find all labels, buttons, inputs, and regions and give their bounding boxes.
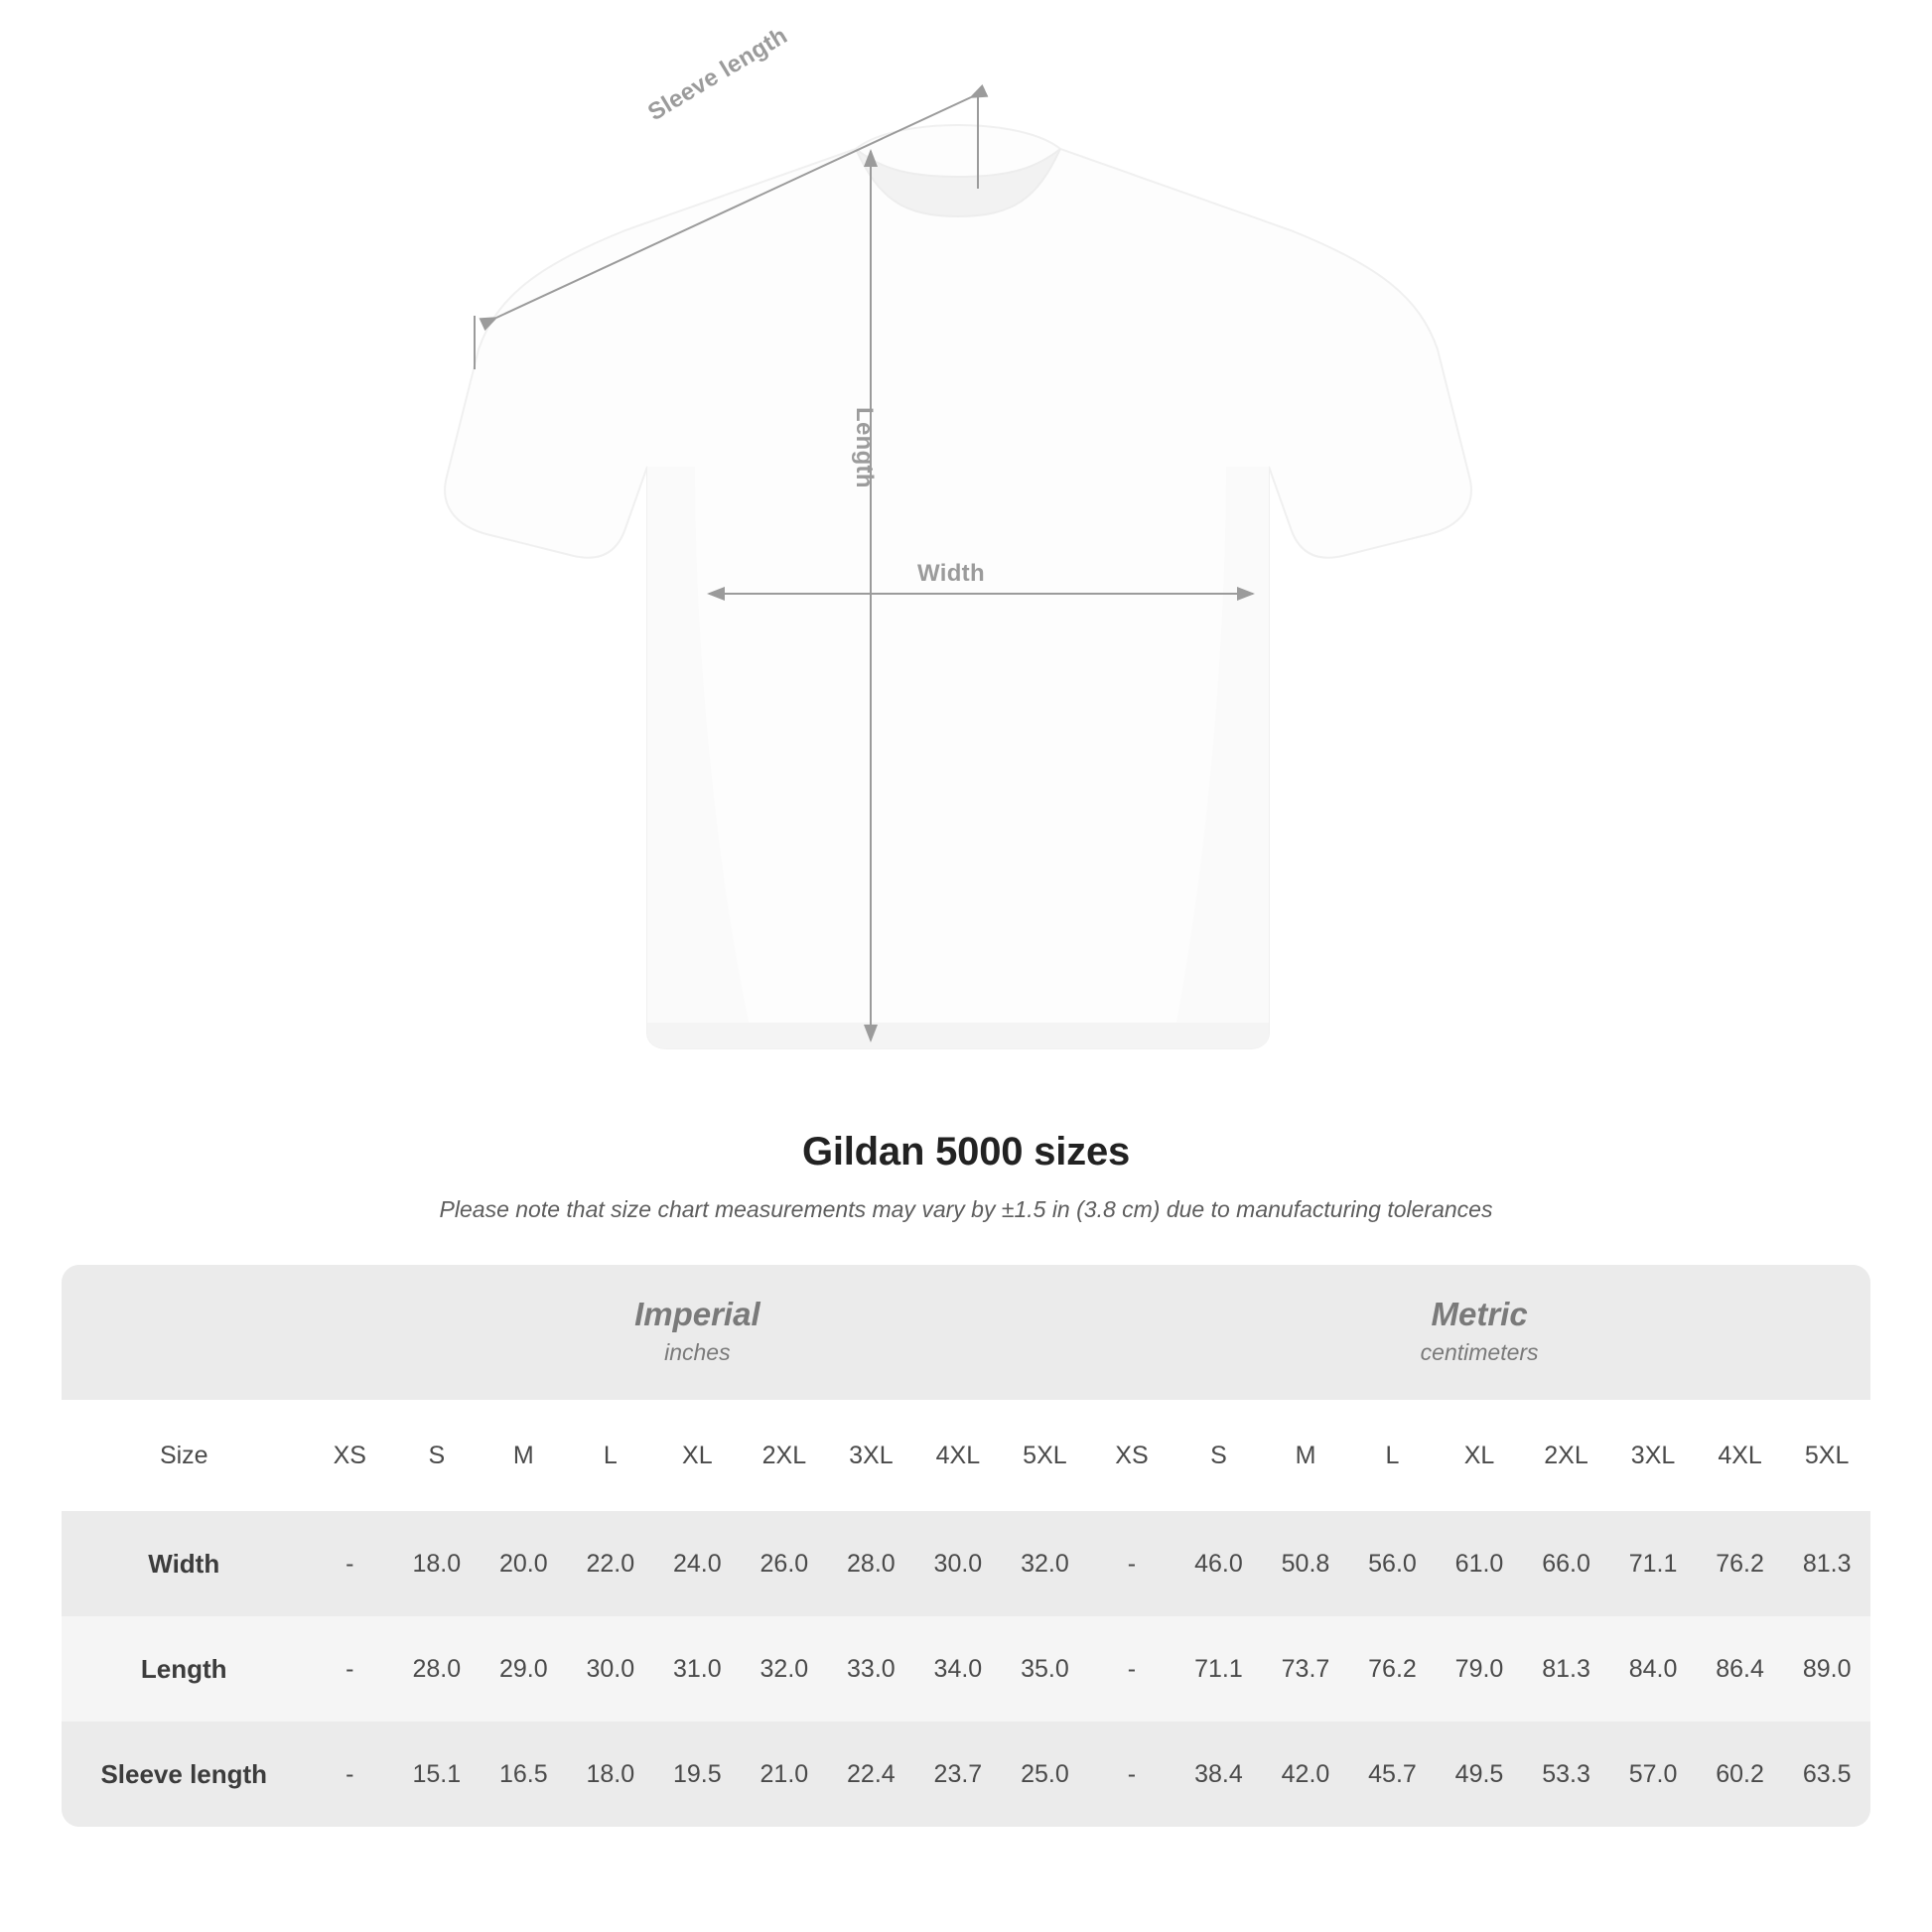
cell-width-imperial-4xl: 30.0 xyxy=(914,1511,1002,1616)
cell-sleeve-imperial-l: 18.0 xyxy=(567,1722,654,1827)
cell-length-metric-3xl: 84.0 xyxy=(1609,1616,1697,1722)
cell-sleeve-metric-2xl: 53.3 xyxy=(1523,1722,1610,1827)
cell-width-imperial-xl: 24.0 xyxy=(654,1511,742,1616)
cell-width-metric-xs: - xyxy=(1088,1511,1175,1616)
cell-sleeve-metric-l: 45.7 xyxy=(1349,1722,1437,1827)
unit-header-row xyxy=(62,1265,1870,1400)
chart-title: Gildan 5000 sizes xyxy=(801,1130,1131,1173)
size-header-metric-3xl: 3XL xyxy=(1609,1400,1697,1511)
cell-sleeve-imperial-4xl: 23.7 xyxy=(914,1722,1002,1827)
cell-sleeve-metric-5xl: 63.5 xyxy=(1783,1722,1870,1827)
table-row xyxy=(62,1511,1870,1616)
cell-sleeve-metric-m: 42.0 xyxy=(1262,1722,1349,1827)
length-label: Length xyxy=(851,407,878,488)
cell-width-imperial-xs: - xyxy=(307,1511,394,1616)
cell-width-imperial-5xl: 32.0 xyxy=(1002,1511,1089,1616)
cell-sleeve-imperial-3xl: 22.4 xyxy=(828,1722,915,1827)
cell-length-imperial-xl: 31.0 xyxy=(654,1616,742,1722)
size-header-row xyxy=(62,1400,1870,1511)
cell-length-imperial-3xl: 33.0 xyxy=(828,1616,915,1722)
cell-width-metric-l: 56.0 xyxy=(1349,1511,1437,1616)
cell-width-metric-xl: 61.0 xyxy=(1436,1511,1523,1616)
cell-length-metric-xl: 79.0 xyxy=(1436,1616,1523,1722)
sleeve-length-label: Sleeve length xyxy=(643,22,792,127)
row-label-length: Length xyxy=(62,1616,307,1722)
cell-sleeve-metric-xl: 49.5 xyxy=(1436,1722,1523,1827)
cell-width-metric-2xl: 66.0 xyxy=(1523,1511,1610,1616)
size-header-metric-5xl: 5XL xyxy=(1783,1400,1870,1511)
unit-header-spacer xyxy=(62,1265,307,1400)
title-block xyxy=(0,1130,1932,1223)
cell-sleeve-metric-3xl: 57.0 xyxy=(1609,1722,1697,1827)
width-label: Width xyxy=(917,560,985,587)
size-header-imperial-m: M xyxy=(481,1400,568,1511)
unit-group-metric-name: Metric xyxy=(1431,1295,1528,1332)
unit-group-imperial xyxy=(307,1265,1089,1400)
size-header-metric-2xl: 2XL xyxy=(1523,1400,1610,1511)
cell-width-imperial-l: 22.0 xyxy=(567,1511,654,1616)
size-header-imperial-xs: XS xyxy=(307,1400,394,1511)
cell-length-imperial-4xl: 34.0 xyxy=(914,1616,1002,1722)
cell-length-imperial-s: 28.0 xyxy=(393,1616,481,1722)
cell-length-imperial-5xl: 35.0 xyxy=(1002,1616,1089,1722)
cell-width-metric-s: 46.0 xyxy=(1175,1511,1263,1616)
cell-sleeve-metric-xs: - xyxy=(1088,1722,1175,1827)
size-header-imperial-s: S xyxy=(393,1400,481,1511)
cell-sleeve-imperial-5xl: 25.0 xyxy=(1002,1722,1089,1827)
cell-length-imperial-xs: - xyxy=(307,1616,394,1722)
table-row xyxy=(62,1722,1870,1827)
cell-length-metric-m: 73.7 xyxy=(1262,1616,1349,1722)
size-header-metric-m: M xyxy=(1262,1400,1349,1511)
size-table xyxy=(62,1265,1870,1827)
cell-sleeve-metric-s: 38.4 xyxy=(1175,1722,1263,1827)
cell-sleeve-imperial-2xl: 21.0 xyxy=(741,1722,828,1827)
unit-group-imperial-name: Imperial xyxy=(634,1295,760,1332)
unit-group-imperial-sub: inches xyxy=(664,1339,731,1366)
row-label-width: Width xyxy=(62,1511,307,1616)
size-header-metric-xs: XS xyxy=(1088,1400,1175,1511)
cell-width-metric-m: 50.8 xyxy=(1262,1511,1349,1616)
cell-length-metric-s: 71.1 xyxy=(1175,1616,1263,1722)
cell-length-metric-l: 76.2 xyxy=(1349,1616,1437,1722)
size-header-imperial-2xl: 2XL xyxy=(741,1400,828,1511)
size-header-imperial-5xl: 5XL xyxy=(1002,1400,1089,1511)
unit-group-metric-sub: centimeters xyxy=(1420,1339,1539,1366)
cell-length-imperial-m: 29.0 xyxy=(481,1616,568,1722)
unit-group-metric xyxy=(1088,1265,1870,1400)
cell-width-imperial-m: 20.0 xyxy=(481,1511,568,1616)
size-table-wrapper xyxy=(62,1265,1870,1827)
cell-width-imperial-2xl: 26.0 xyxy=(741,1511,828,1616)
cell-width-metric-3xl: 71.1 xyxy=(1609,1511,1697,1616)
cell-sleeve-imperial-xs: - xyxy=(307,1722,394,1827)
size-header-imperial-xl: XL xyxy=(654,1400,742,1511)
row-label-sleeve-length: Sleeve length xyxy=(62,1722,307,1827)
size-header-imperial-3xl: 3XL xyxy=(828,1400,915,1511)
chart-note: Please note that size chart measurements may vary by ±1.5 in (3.8 cm) due to manufacturing tolerances xyxy=(439,1196,1493,1222)
cell-width-metric-5xl: 81.3 xyxy=(1783,1511,1870,1616)
cell-sleeve-imperial-xl: 19.5 xyxy=(654,1722,742,1827)
cell-length-metric-5xl: 89.0 xyxy=(1783,1616,1870,1722)
cell-sleeve-imperial-m: 16.5 xyxy=(481,1722,568,1827)
cell-length-imperial-l: 30.0 xyxy=(567,1616,654,1722)
cell-length-metric-xs: - xyxy=(1088,1616,1175,1722)
cell-length-metric-4xl: 86.4 xyxy=(1697,1616,1784,1722)
size-header-label: Size xyxy=(62,1400,307,1511)
size-header-metric-l: L xyxy=(1349,1400,1437,1511)
size-header-imperial-4xl: 4XL xyxy=(914,1400,1002,1511)
cell-length-imperial-2xl: 32.0 xyxy=(741,1616,828,1722)
cell-width-imperial-s: 18.0 xyxy=(393,1511,481,1616)
size-header-imperial-l: L xyxy=(567,1400,654,1511)
cell-width-metric-4xl: 76.2 xyxy=(1697,1511,1784,1616)
size-header-metric-s: S xyxy=(1175,1400,1263,1511)
cell-sleeve-imperial-s: 15.1 xyxy=(393,1722,481,1827)
table-row xyxy=(62,1616,1870,1722)
size-header-metric-xl: XL xyxy=(1436,1400,1523,1511)
cell-sleeve-metric-4xl: 60.2 xyxy=(1697,1722,1784,1827)
size-header-metric-4xl: 4XL xyxy=(1697,1400,1784,1511)
cell-length-metric-2xl: 81.3 xyxy=(1523,1616,1610,1722)
cell-width-imperial-3xl: 28.0 xyxy=(828,1511,915,1616)
